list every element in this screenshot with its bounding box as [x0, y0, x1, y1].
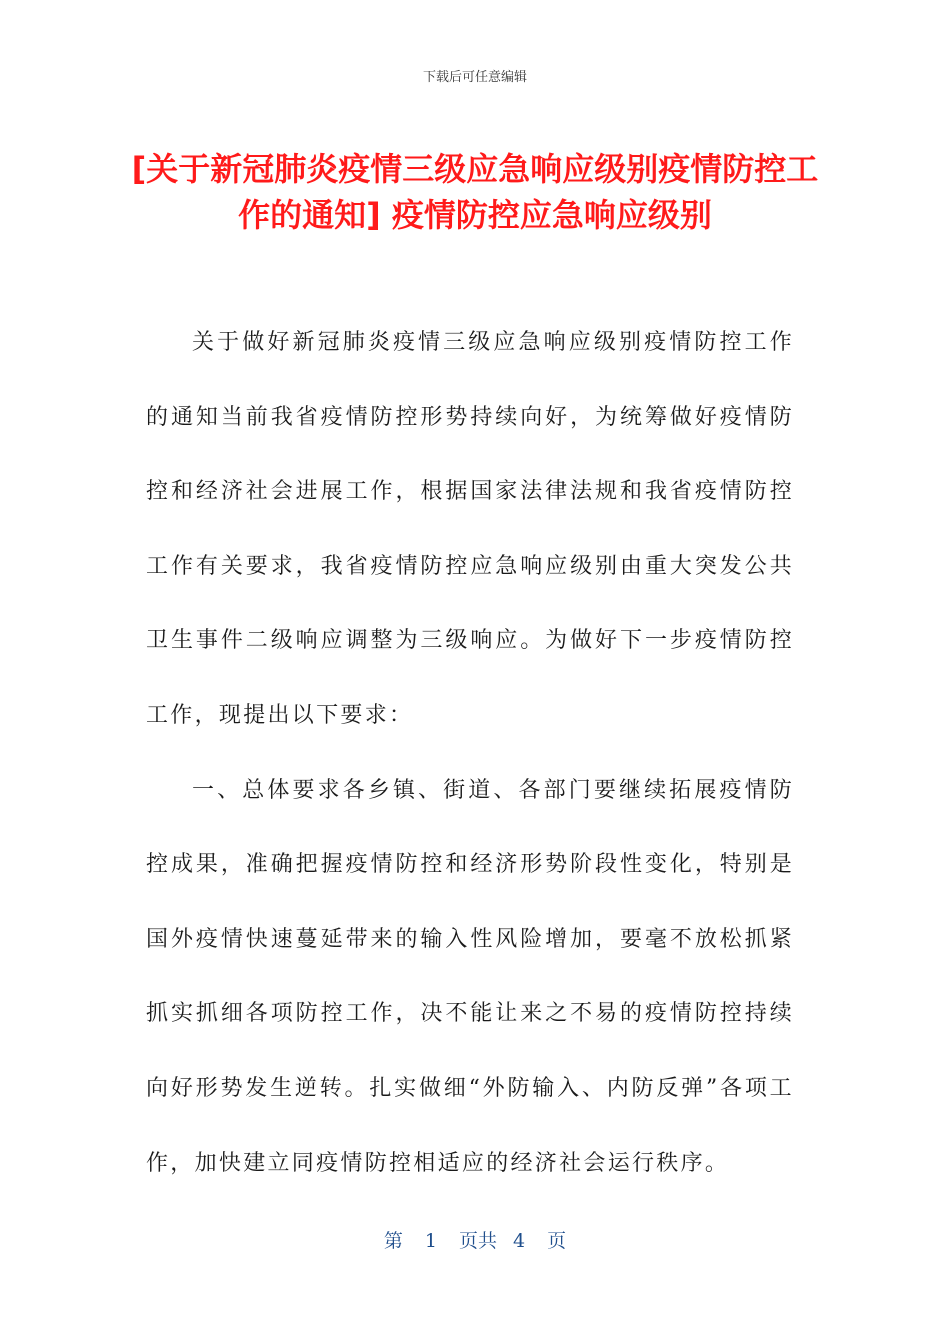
- footer-prefix: 第: [383, 1230, 403, 1252]
- page-footer: [0, 1226, 950, 1253]
- paragraph-2: 一、总体要求各乡镇、街道、各部门要继续拓展疫情防控成果，准确把握疫情防控和经济形势阶段性变化，特别是国外疫情快速蔓延带来的输入性风险增加，要毫不放松抓紧抓实抓细各项防控工作，决不能让来之不易的疫情防控持续向好形势发生逆转。扎实做细“外防输入、内防反弹”各项工作，加快建立同疫情防控相适应的经济社会运行秩序。: [146, 777, 794, 1176]
- footer-suffix: 页: [547, 1230, 567, 1252]
- header-note: 下载后可任意编辑: [422, 70, 527, 85]
- document-title: [关于新冠肺炎疫情三级应急响应级别疫情防控工作的通知] 疫情防控应急响应级别: [131, 150, 819, 234]
- paragraph-1: 关于做好新冠肺炎疫情三级应急响应级别疫情防控工作的通知当前我省疫情防控形势持续向好，为统筹做好疫情防控和经济社会进展工作，根据国家法律法规和我省疫情防控工作有关要求，我省疫情防控应急响应级别由重大突发公共卫生事件二级响应调整为三级响应。为做好下一步疫情防控工作，现提出以下要求：: [146, 330, 794, 728]
- footer-page-number: 1: [424, 1230, 437, 1252]
- footer-page-total: 4: [513, 1230, 526, 1252]
- document-body: [146, 306, 794, 1201]
- footer-middle: 页共: [458, 1230, 497, 1252]
